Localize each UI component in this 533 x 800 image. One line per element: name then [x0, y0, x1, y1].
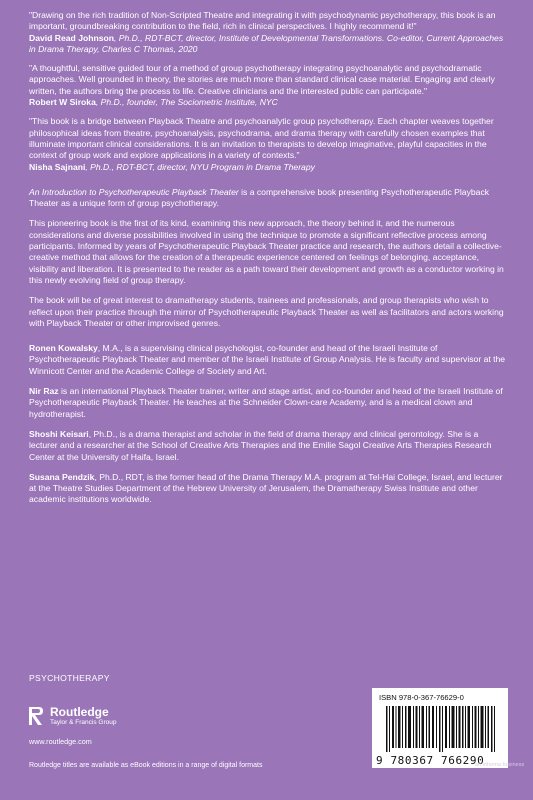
barcode-number: 9 780367 766290 [376, 754, 485, 767]
publisher-group: Taylor & Francis Group [50, 718, 117, 726]
reviewer-name: Robert W Siroka [29, 97, 96, 108]
author-name: Ronen Kowalsky [29, 343, 98, 354]
book-title: An Introduction to Psychotherapeutic Playback Theater [29, 186, 239, 197]
review-3 [29, 116, 509, 172]
imprint-note: an informa business [475, 762, 525, 768]
back-cover-text [29, 10, 509, 515]
review-attribution [29, 97, 509, 108]
reviewer-credentials: , Ph.D., RDT-BCT, director, NYU Program in Drama Therapy [85, 161, 315, 172]
book-description [29, 187, 509, 329]
review-1 [29, 10, 509, 55]
isbn-label: ISBN 978-0-367-76629-0 [379, 693, 464, 702]
reviewer-credentials: , Ph.D., founder, The Sociometric Institute, NYC [95, 97, 278, 108]
isbn-barcode [372, 688, 508, 768]
publisher-website[interactable]: www.routledge.com [29, 737, 92, 746]
reviewer-name: Nisha Sajnani [29, 161, 86, 172]
review-quote: "This book is a bridge between Playback Theatre and psychoanalytic group psychotherapy. Each chapter weaves together philosophical ideas from theatre, psychoanalysis, psychodrama, and drama therapy with carefully chosen examples that illuminate important clinical considerations. It is an invitation to therapists to develop imaginative, playful capacities in the context of group work and explore applications in a variety of contexts." [29, 116, 494, 161]
review-quote: "Drawing on the rich tradition of Non-Scripted Theatre and integrating it with psychodynamic psychotherapy, this book is an important, groundbreaking contribution to the field, rich in clinical perspectives. I highly recommend it!" [29, 10, 496, 32]
review-2 [29, 63, 509, 108]
author-bios [29, 343, 509, 506]
description-intro: An Introduction to Psychotherapeutic Playback Theater is a comprehensive book presenting Psychotherapeutic Playback Theater as a unique form of group psychotherapy. [29, 186, 490, 209]
ebook-note: Routledge titles are available as eBook editions in a range of digital formats [29, 762, 263, 769]
review-attribution [29, 33, 509, 56]
author-bio: Shoshi Keisari, Ph.D., is a drama therapist and scholar in the field of drama therapy and clinical gerontology. She is a lecturer and a researcher at the School of Creative Arts Therapies and the Emilie Sagol Creative Arts Therapies Research Center at the University of Haifa, Israel. [29, 428, 492, 462]
author-name: Shoshi Keisari [29, 428, 89, 439]
author-name: Nir Raz [29, 386, 59, 397]
review-attribution [29, 162, 509, 173]
routledge-logo-icon [29, 705, 45, 727]
publisher-logo [29, 705, 116, 727]
subject-category: PSYCHOTHERAPY [29, 673, 110, 683]
reviewer-credentials: , Ph.D., RDT-BCT, director, Institute of Developmental Transformations. Co-editor, Current Approaches in Drama Therapy, Charles C Thomas, 2020 [29, 32, 504, 54]
barcode-bars [386, 706, 496, 752]
publisher-name: Routledge [50, 704, 109, 719]
author-bio: Ronen Kowalsky, M.A., is a supervising clinical psychologist, co-founder and head of the Israeli Institute of Psychotherapeutic Playback Theater and member of the Israeli Institute of Group Analysis. He is faculty and supervisor at the Winnicott Center and the Academic College of Society and Art. [29, 343, 506, 376]
description-paragraph: This pioneering book is the first of its kind, examining this new approach, the theory behind it, and the numerous considerations and diverse possibilities involved in using the technique to promote a significant reflective process among participants. Informed by years of Psychotherapeutic Playback Theater practice and research, the authors detail a collective-creative method that allows for the creation of a therapeutic experience centered on feelings of belonging, acceptance, visibility and liberation. It is presented to the reader as a path toward their development and growth as a conductor working in this newly evolving field of group therapy. [29, 218, 504, 285]
author-name: Susana Pendzik [29, 471, 95, 482]
review-quote: "A thoughtful, sensitive guided tour of a method of group psychotherapy integrating psychoanalytic and psychodramatic approaches. Well grounded in theory, the stories are much more than standard clinical case material. Engaging and clearly written, the authors bring the process to life. Creative clinicians and the interested public can participate." [29, 63, 495, 96]
reviewer-name: David Read Johnson [29, 32, 114, 43]
author-bio: Susana Pendzik, Ph.D., RDT, is the former head of the Drama Therapy M.A. program at Tel-Hai College, Israel, and lecturer at the Theatre Studies Department of the Hebrew University of Jerusalem, the Dramatherapy Swiss Institute and other academic institutions worldwide. [29, 471, 503, 505]
author-bio: Nir Raz is an international Playback Theater trainer, writer and stage artist, and co-founder and head of the Israeli Institute of Psychotherapeutic Playback Theater. He teaches at the Schneider Clown-care Academy, and is a medical clown and hydrotherapist. [29, 386, 503, 419]
description-paragraph: The book will be of great interest to dramatherapy students, trainees and professionals, and group therapists who wish to reflect upon their practice through the mirror of Psychotherapeutic Playback Theater as well as facilitators and actors working with Playback Theater or other improvised genres. [29, 295, 504, 328]
